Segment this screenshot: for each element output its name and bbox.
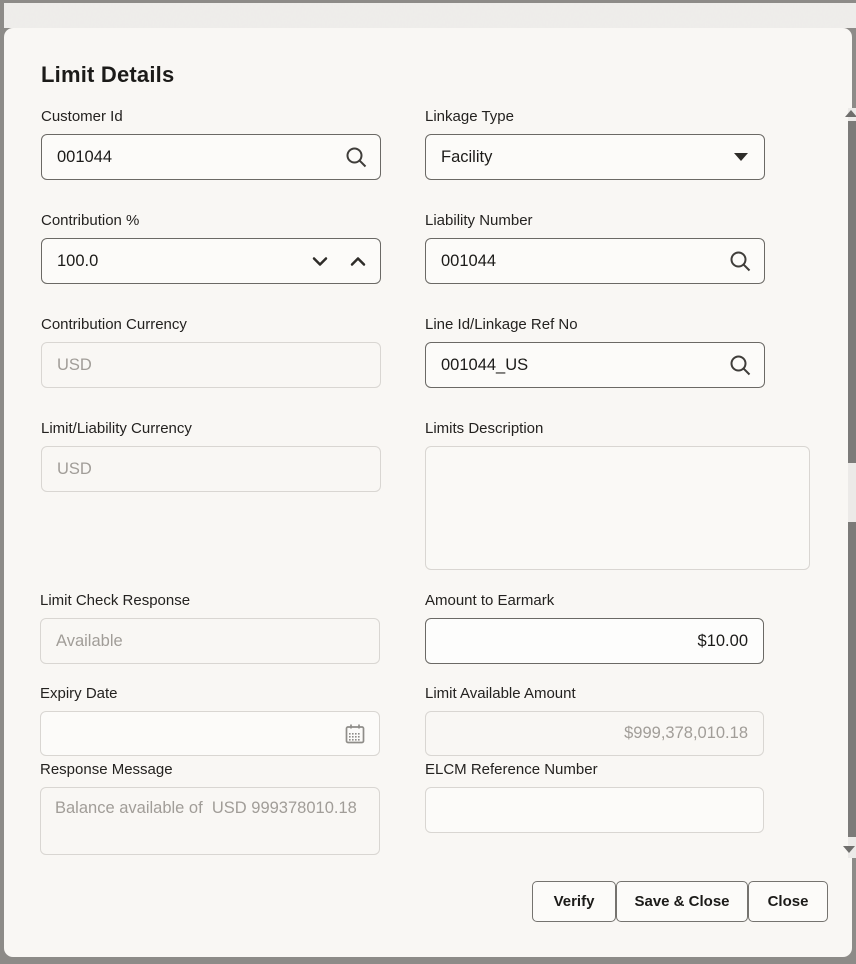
limit-liability-currency-label: Limit/Liability Currency bbox=[41, 420, 192, 437]
field-customer-id bbox=[41, 108, 381, 180]
field-limit-available-amount bbox=[425, 685, 764, 756]
search-icon[interactable] bbox=[728, 353, 752, 377]
linkage-type-label: Linkage Type bbox=[425, 108, 514, 125]
close-button[interactable]: Close bbox=[748, 881, 828, 922]
field-limits-description bbox=[425, 420, 810, 575]
limits-description-textarea[interactable] bbox=[425, 446, 810, 570]
field-contribution-currency bbox=[41, 316, 381, 388]
field-amount-to-earmark bbox=[425, 592, 764, 664]
field-linkage-type bbox=[425, 108, 765, 180]
liability-number-input[interactable] bbox=[426, 239, 764, 283]
customer-id-label: Customer Id bbox=[41, 108, 123, 125]
limits-description-label: Limits Description bbox=[425, 420, 544, 437]
response-message-value: Balance available of USD 999378010.18 bbox=[40, 787, 380, 855]
field-expiry-date bbox=[40, 685, 380, 756]
expiry-date-input[interactable] bbox=[41, 712, 379, 755]
limit-available-amount-label: Limit Available Amount bbox=[425, 685, 576, 702]
chevron-down-icon[interactable] bbox=[308, 249, 332, 273]
contribution-currency-label: Contribution Currency bbox=[41, 316, 187, 333]
linkage-type-select[interactable] bbox=[425, 134, 765, 180]
line-id-label: Line Id/Linkage Ref No bbox=[425, 316, 578, 333]
amount-to-earmark-input[interactable] bbox=[426, 619, 763, 663]
contribution-currency-input bbox=[42, 343, 380, 387]
dialog-title: Limit Details bbox=[41, 62, 175, 87]
field-limit-liability-currency bbox=[41, 420, 381, 492]
limit-check-response-input bbox=[41, 619, 379, 663]
field-contribution-pct bbox=[41, 212, 381, 284]
field-elcm-reference-number bbox=[425, 761, 764, 833]
liability-number-label: Liability Number bbox=[425, 212, 533, 229]
background-texture bbox=[4, 3, 856, 28]
limit-check-response-label: Limit Check Response bbox=[40, 592, 191, 609]
limit-details-dialog bbox=[4, 28, 852, 957]
customer-id-input[interactable] bbox=[42, 135, 380, 179]
linkage-type-value: Facility bbox=[441, 147, 493, 166]
calendar-icon[interactable] bbox=[343, 722, 367, 746]
save-and-close-button[interactable]: Save & Close bbox=[616, 881, 748, 922]
elcm-reference-number-input[interactable] bbox=[426, 788, 763, 832]
scrollbar-up-arrow-icon[interactable] bbox=[845, 110, 856, 117]
chevron-up-icon[interactable] bbox=[346, 249, 370, 273]
search-icon[interactable] bbox=[344, 145, 368, 169]
field-limit-check-response bbox=[40, 592, 380, 664]
line-id-input[interactable] bbox=[426, 343, 764, 387]
field-response-message bbox=[40, 761, 380, 855]
field-liability-number bbox=[425, 212, 765, 284]
caret-down-icon bbox=[734, 153, 748, 161]
scrollbar-thumb-upper[interactable] bbox=[848, 121, 856, 463]
scrollbar-down-arrow-icon[interactable] bbox=[843, 846, 855, 853]
verify-button[interactable]: Verify bbox=[532, 881, 616, 922]
elcm-reference-number-label: ELCM Reference Number bbox=[425, 761, 598, 778]
expiry-date-label: Expiry Date bbox=[40, 685, 118, 702]
contribution-pct-label: Contribution % bbox=[41, 212, 140, 229]
amount-to-earmark-label: Amount to Earmark bbox=[425, 592, 555, 609]
limit-available-amount-input bbox=[426, 712, 763, 755]
response-message-label: Response Message bbox=[40, 761, 173, 778]
limit-liability-currency-input bbox=[42, 447, 380, 491]
scrollbar-thumb-lower[interactable] bbox=[848, 522, 856, 837]
search-icon[interactable] bbox=[728, 249, 752, 273]
field-line-id-linkage-ref-no bbox=[425, 316, 765, 388]
